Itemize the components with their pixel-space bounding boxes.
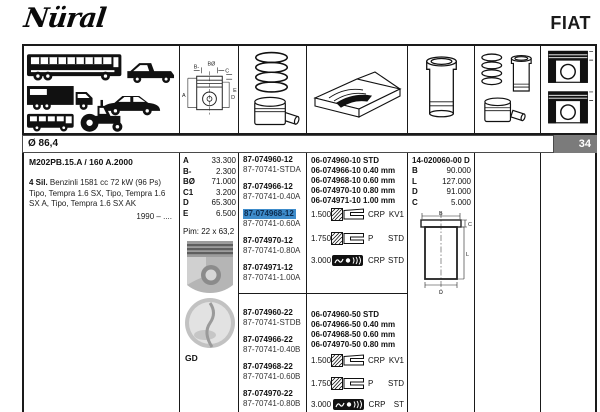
- piston-top-photo: [184, 297, 236, 350]
- liner-dim-row: [412, 166, 471, 177]
- oil-control-ring-icon: [332, 398, 366, 411]
- liner-dim-label: B: [412, 166, 418, 175]
- ring-type: P: [368, 379, 374, 388]
- liner-dim-label: L: [412, 176, 417, 186]
- compression-ring-keystone-icon: [331, 354, 365, 367]
- make-title: FIAT: [550, 13, 591, 33]
- ringset-part: 06-074960-10 STD: [311, 156, 380, 165]
- dim-label: BØ: [183, 177, 195, 186]
- ringsets-column: [307, 153, 408, 412]
- ring-type: CRP: [368, 356, 385, 365]
- ring-height: 3.000: [311, 400, 332, 409]
- piston-dim-label-b: B-: [193, 63, 200, 70]
- liner-column: [408, 153, 475, 412]
- piston-partnumbers-column: [239, 153, 307, 412]
- liner-kit-icon: [475, 46, 540, 133]
- liner-drawing-label-c: C: [468, 222, 472, 228]
- dim-label: A: [183, 156, 189, 165]
- dim-value: 3.200: [215, 187, 236, 197]
- ringset-part-list: [311, 156, 406, 206]
- ring-height: 1.750: [311, 234, 332, 243]
- liner-dim-row: [412, 187, 471, 198]
- ring-packet-icon: [307, 46, 407, 133]
- liner-dim-label: D: [412, 187, 418, 196]
- block-separator-line: [239, 293, 408, 294]
- piston-part-main: 87-074966-12: [243, 182, 293, 191]
- piston-sections-cell: [541, 46, 595, 133]
- compression-ring-plain-icon: [331, 377, 365, 390]
- piston-part-main-highlighted[interactable]: 87-074968-12: [244, 209, 294, 218]
- dim-value: 6.500: [215, 208, 236, 218]
- ring-height: 1.500: [311, 210, 332, 219]
- bore-strip: [22, 135, 597, 153]
- piston-part-main: 87-074971-12: [243, 263, 293, 272]
- pickup-icon: [127, 63, 174, 83]
- liner-dim-value: 91.000: [446, 187, 471, 196]
- empty-column-1: [475, 153, 541, 412]
- cylinder-liner-icon: [408, 46, 474, 133]
- piston-part-main: 87-074960-12: [243, 155, 293, 164]
- liner-dim-label: C: [412, 197, 418, 207]
- liner-drawing-label-b: B: [439, 211, 443, 217]
- dim-label: C1: [183, 187, 194, 197]
- piston-part-pair: [243, 155, 305, 174]
- piston-part-pair: [243, 362, 305, 381]
- product-icons-band: [22, 44, 597, 135]
- liner-kit-cell: [475, 46, 541, 133]
- coating-code: GD: [185, 353, 198, 363]
- ring-height: 3.000: [311, 256, 332, 265]
- piston-rings-set-icon: [239, 46, 306, 133]
- van-icon: [27, 113, 74, 131]
- pin-dimensions: Pim: 22 x 63,2: [183, 227, 235, 236]
- dim-row: [183, 198, 236, 209]
- ring-height: 1.500: [311, 356, 332, 365]
- piston-diagram-icon: [180, 46, 238, 133]
- piston-part-pair: [243, 335, 305, 354]
- bus-icon: [27, 54, 121, 80]
- ring-packet-box-cell: [307, 46, 408, 133]
- ringset-part: 06-074971-10 1.00 mm: [311, 196, 396, 205]
- compression-ring-plain-icon: [331, 232, 365, 245]
- liner-drawing-label-l: L: [466, 252, 470, 258]
- model-years: 1990 – ....: [136, 212, 172, 221]
- vehicle-applications: Tipo, Tempra 1.6 SX, Tipo, Tempra 1.6 SX A, Tipo, Tempra 1.6 SX AK: [29, 189, 166, 208]
- piston-dim-label-e: E: [233, 87, 237, 94]
- dim-label: D: [183, 198, 189, 207]
- ring-size: ST: [393, 400, 404, 409]
- dim-row: [183, 188, 236, 199]
- page-number-badge: 34: [554, 135, 597, 153]
- dim-row: [183, 156, 236, 167]
- dim-label: B-: [183, 166, 192, 176]
- car-icon: [102, 95, 161, 114]
- bore-diameter: Ø 86,4: [22, 135, 554, 153]
- engine-description: [29, 178, 174, 188]
- piston-part-sub: 87-70741-0.40A: [243, 191, 301, 201]
- ring-size: KV1: [388, 210, 404, 219]
- piston-part-sub: 87-70741-STDA: [243, 164, 301, 174]
- ringset-part-list: [311, 310, 406, 350]
- piston-dimensions-column: [180, 153, 239, 412]
- piston-cutaway-photo: [184, 239, 236, 295]
- ring-size: STD: [388, 256, 404, 265]
- ringset-part: 06-074970-50 0.80 mm: [311, 340, 396, 349]
- piston-part-pair: [243, 236, 305, 255]
- ring-height: 1.750: [311, 379, 332, 388]
- liner-dim-row: [412, 198, 471, 209]
- ring-spec-row: [311, 354, 404, 367]
- piston-part-sub: 87-70741-STDB: [243, 317, 301, 327]
- empty-column-2: [541, 153, 595, 412]
- piston-part-main: 87-074966-22: [243, 335, 293, 344]
- rings-and-piston-cell: [239, 46, 307, 133]
- ringset-part: 06-074968-50 0.60 mm: [311, 330, 396, 339]
- dim-value: 65.300: [211, 198, 236, 207]
- ring-size: STD: [388, 234, 404, 243]
- ring-type: CRP: [368, 210, 385, 219]
- vehicle-types-cell: [24, 46, 180, 133]
- piston-part-sub: 87-70741-0.80A: [243, 245, 301, 255]
- piston-part-pair: [243, 308, 305, 327]
- piston-part-sub: 87-70741-0.60B: [243, 371, 301, 381]
- piston-dim-label-a: A: [181, 92, 186, 99]
- ring-type: CRP: [368, 400, 386, 409]
- engine-cylinders: 4 Sil.: [29, 178, 48, 187]
- application-column: [24, 153, 180, 412]
- ring-spec-row: [311, 254, 404, 267]
- piston-dim-label-bo: BØ: [207, 60, 216, 67]
- cylinder-liner-cell: [408, 46, 475, 133]
- ring-type: P: [368, 234, 374, 243]
- dim-label: E: [183, 208, 189, 218]
- ring-spec-row: [311, 208, 404, 221]
- piston-part-main: 87-074968-22: [243, 362, 293, 371]
- ring-spec-row: [311, 232, 404, 245]
- dim-value: 33.300: [211, 156, 236, 165]
- oil-control-ring-icon: [331, 254, 365, 267]
- liner-part-number: 14-020060-00 D: [412, 156, 470, 165]
- piston-part-pair: [243, 389, 305, 408]
- piston-part-sub: 87-70741-0.60A: [243, 218, 301, 228]
- ring-size: KV1: [388, 356, 404, 365]
- piston-part-sub: 87-70741-0.80B: [243, 398, 301, 408]
- liner-dim-value: 127.000: [442, 176, 471, 186]
- piston-part-pair: [243, 263, 305, 282]
- piston-dimension-diagram-cell: [180, 46, 239, 133]
- truck-icon: [27, 86, 93, 110]
- ring-spec-row: [311, 377, 404, 390]
- dim-row: [183, 177, 236, 188]
- piston-part-main: 87-074970-12: [243, 236, 293, 245]
- piston-part-main: 87-074970-22: [243, 389, 293, 398]
- piston-part-pair: [243, 182, 305, 201]
- piston-part-sub: 87-70741-1.00A: [243, 272, 301, 282]
- liner-dim-row: [412, 177, 471, 188]
- ring-size: STD: [388, 379, 404, 388]
- ringset-part: 06-074966-10 0.40 mm: [311, 166, 396, 175]
- dim-row: [183, 209, 236, 220]
- piston-dim-label-d: D: [231, 94, 236, 101]
- ringset-part: 06-074966-50 0.40 mm: [311, 320, 396, 329]
- piston-sections-icon: [541, 46, 595, 133]
- dim-value: 2.300: [215, 166, 236, 176]
- nural-logo: Nüral: [22, 3, 108, 34]
- liner-drawing-label-d: D: [439, 290, 443, 296]
- ring-spec-row: [311, 398, 404, 411]
- liner-dim-value: 5.000: [450, 197, 471, 207]
- piston-dim-label-c: C: [225, 67, 230, 74]
- ring-type: CRP: [368, 256, 385, 265]
- dim-value: 71.000: [211, 177, 236, 186]
- compression-ring-keystone-icon: [331, 208, 365, 221]
- piston-part-pair-selected: [243, 209, 305, 228]
- catalog-table: [22, 153, 597, 412]
- liner-dim-value: 90.000: [446, 166, 471, 175]
- liner-technical-drawing: [412, 210, 472, 298]
- model-code: M202PB.15.A / 160 A.2000: [29, 157, 133, 167]
- engine-spec: Benzinli 1581 cc 72 kW (96 Ps): [49, 178, 162, 187]
- piston-part-main: 87-074960-22: [243, 308, 293, 317]
- ringset-part: 06-074960-50 STD: [311, 310, 380, 319]
- dim-row: [183, 167, 236, 178]
- vehicles-illustration: [24, 46, 179, 133]
- piston-part-sub: 87-70741-0.40B: [243, 344, 301, 354]
- ringset-part: 06-074968-10 0.60 mm: [311, 176, 396, 185]
- ringset-part: 06-074970-10 0.80 mm: [311, 186, 396, 195]
